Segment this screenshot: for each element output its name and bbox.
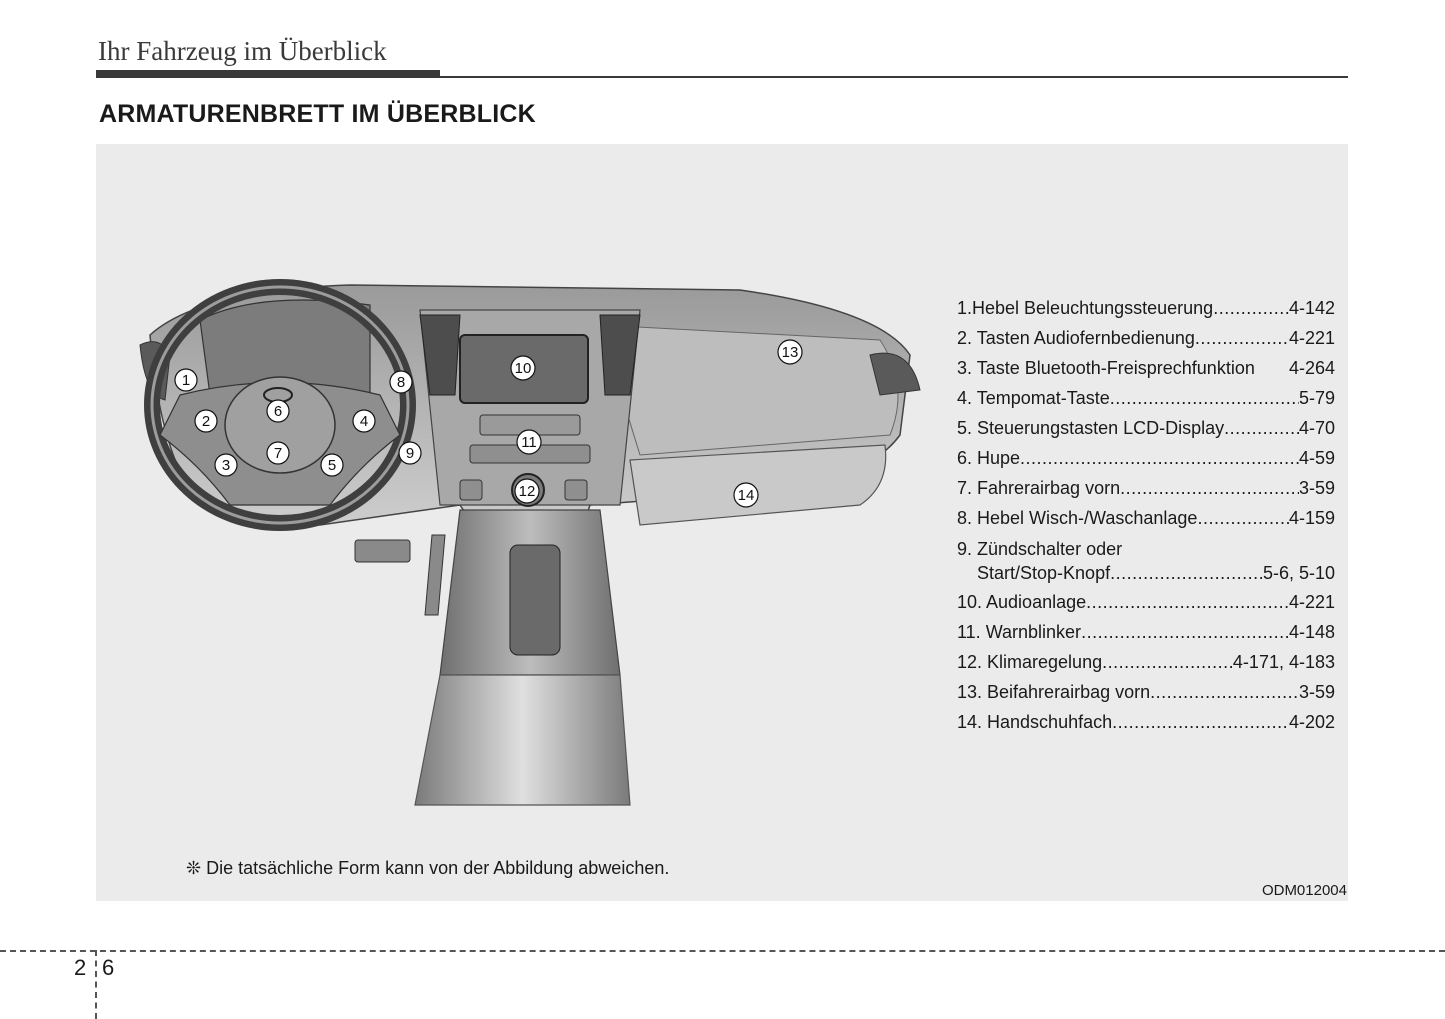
callout-13 [778, 340, 802, 364]
legend-item [957, 443, 1335, 473]
legend-ref: 3-59 [1298, 478, 1335, 498]
legend-item [957, 533, 1335, 587]
callout-4 [353, 410, 375, 432]
legend-label: 2. Tasten Audiofernbedienung [957, 328, 1195, 348]
svg-text:9: 9 [405, 445, 415, 462]
legend-item [957, 293, 1335, 323]
legend-item [957, 323, 1335, 353]
header-rule-accent [96, 70, 440, 78]
legend-ref: 5-79 [1298, 388, 1335, 408]
legend-label: 3. Taste Bluetooth-Freisprechfunktion [957, 358, 1255, 378]
legend-label: 10. Audioanlage [957, 592, 1087, 612]
legend-item [957, 353, 1335, 383]
svg-text:1: 1 [181, 372, 191, 389]
page-heading: ARMATURENBRETT IM ÜBERBLICK [99, 100, 536, 128]
legend-ref: 4-221 [1288, 592, 1335, 612]
callout-5 [321, 454, 343, 476]
legend-label: 1.Hebel Beleuchtungssteuerung [957, 298, 1214, 318]
svg-text:13: 13 [781, 344, 799, 361]
callout-7 [267, 442, 289, 464]
legend-ref: 4-148 [1288, 622, 1335, 642]
svg-text:10: 10 [514, 360, 532, 377]
svg-text:6: 6 [273, 403, 283, 420]
figure-code: ODM012004 [1261, 882, 1347, 899]
legend-label: 5. Steuerungstasten LCD-Display [957, 418, 1225, 438]
legend-ref: 4-221 [1288, 328, 1335, 348]
callout-8 [390, 371, 412, 393]
dashboard-illustration [120, 205, 932, 835]
svg-text:4: 4 [359, 413, 369, 430]
figure-disclaimer: ❊ Die tatsächliche Form kann von der Abbildung abweichen. [186, 858, 670, 878]
legend-ref: 4-70 [1298, 418, 1335, 438]
legend-ref: 5-6, 5-10 [1262, 563, 1335, 583]
legend-label: 13. Beifahrerairbag vorn [957, 682, 1151, 702]
legend-ref: 4-171, 4-183 [1232, 652, 1335, 672]
footer-page-divider [95, 950, 97, 1019]
legend-ref: 4-202 [1288, 712, 1335, 732]
callout-9 [399, 442, 421, 464]
svg-text:12: 12 [518, 483, 536, 500]
svg-text:3: 3 [221, 457, 231, 474]
legend-label: 12. Klimaregelung [957, 652, 1103, 672]
legend-item [957, 647, 1335, 677]
legend-item [957, 707, 1335, 737]
legend-label: 4. Tempomat-Taste [957, 388, 1110, 408]
legend-label: 6. Hupe [957, 448, 1021, 468]
callout-3 [215, 454, 237, 476]
legend-label: 14. Handschuhfach [957, 712, 1113, 732]
callout-11 [517, 430, 541, 454]
legend-label-continued: Start/Stop-Knopf [977, 563, 1111, 583]
svg-text:7: 7 [273, 445, 283, 462]
callout-6 [267, 400, 289, 422]
legend-item [957, 677, 1335, 707]
svg-text:11: 11 [521, 434, 537, 451]
svg-text:14: 14 [737, 487, 755, 504]
callout-1 [175, 369, 197, 391]
callout-2 [195, 410, 217, 432]
legend-ref: 4-59 [1298, 448, 1335, 468]
legend-ref: 4-159 [1288, 508, 1335, 528]
legend-item [957, 413, 1335, 443]
svg-text:2: 2 [201, 413, 211, 430]
section-title: Ihr Fahrzeug im Überblick [98, 36, 387, 66]
legend-ref: 4-142 [1288, 298, 1335, 318]
component-legend [957, 293, 1335, 737]
footer-divider [0, 950, 1445, 952]
svg-text:5: 5 [327, 457, 337, 474]
callout-14 [734, 483, 758, 507]
page-number: 6 [102, 955, 115, 980]
legend-ref: 4-264 [1288, 358, 1335, 378]
legend-ref: 3-59 [1298, 682, 1335, 702]
legend-item [957, 587, 1335, 617]
svg-text:8: 8 [396, 374, 406, 391]
legend-item [957, 473, 1335, 503]
legend-label: 11. Warnblinker [957, 622, 1082, 642]
callout-10 [511, 356, 535, 380]
legend-item [957, 383, 1335, 413]
legend-label: 8. Hebel Wisch-/Waschanlage [957, 508, 1198, 528]
legend-label: 9. Zündschalter oder [957, 539, 1123, 559]
callout-12 [515, 479, 539, 503]
legend-item [957, 617, 1335, 647]
page-chapter: 2 [74, 955, 87, 980]
legend-label: 7. Fahrerairbag vorn [957, 478, 1121, 498]
legend-item [957, 503, 1335, 533]
